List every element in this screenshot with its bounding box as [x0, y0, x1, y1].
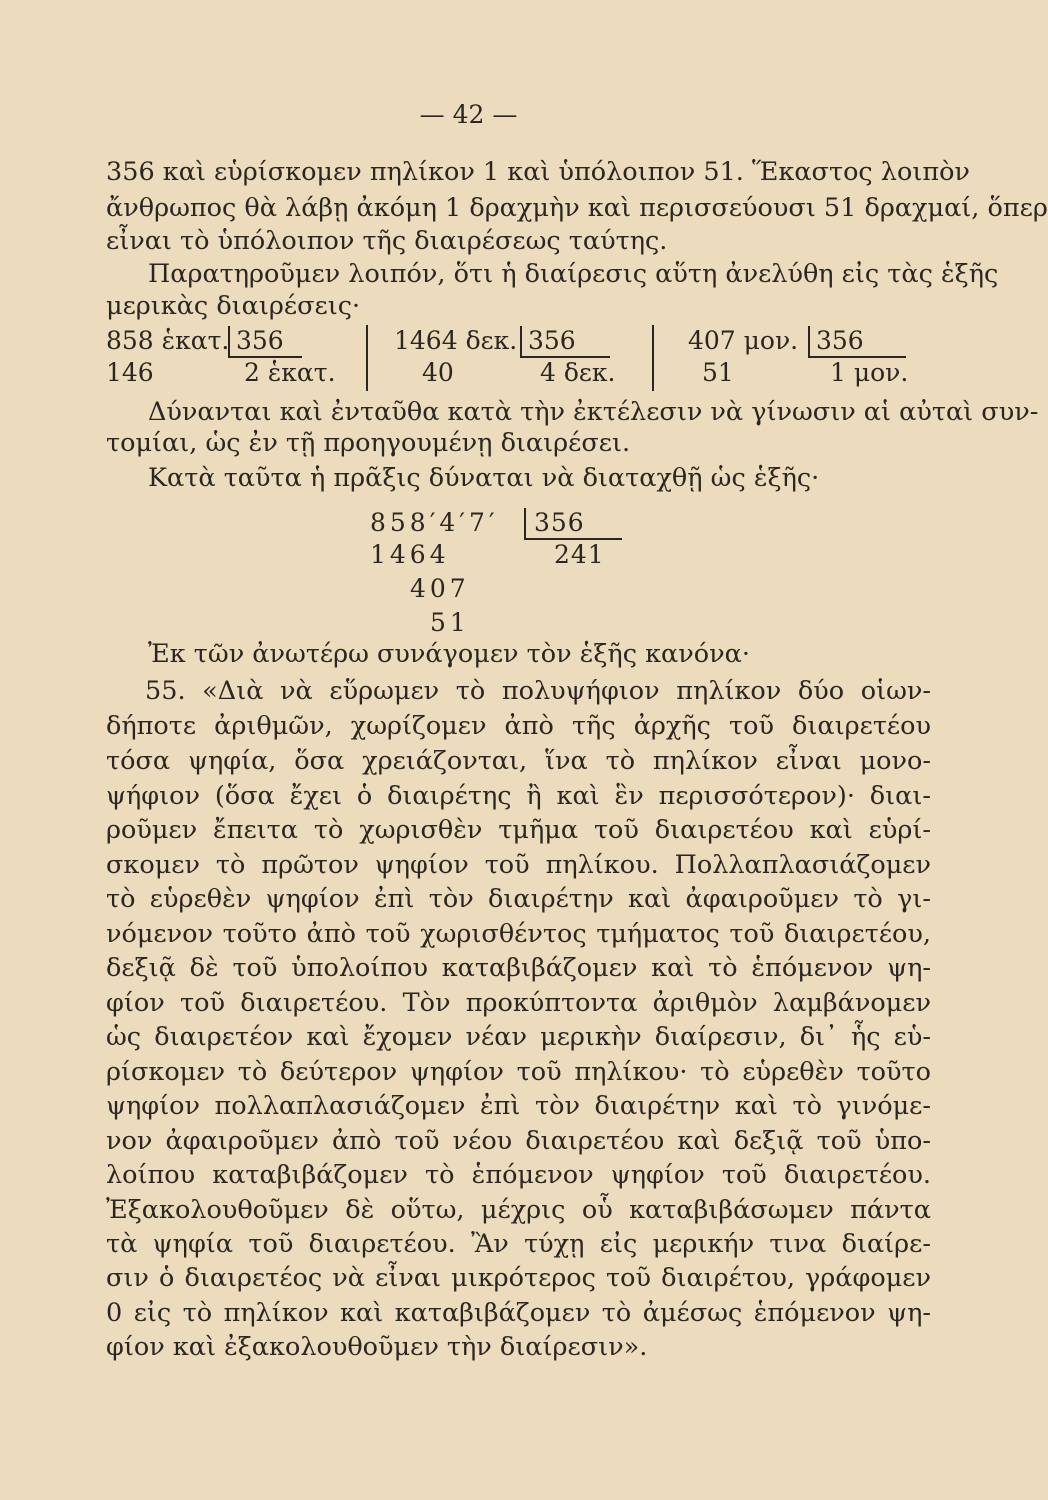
rule-line: ρίσκομεν τὸ δεύτερον ψηφίον τοῦ πηλίκου· τὸ εὑρεθὲν τοῦτο: [106, 1057, 931, 1087]
rule-line: σιν ὁ διαιρετέος νὰ εἶναι μικρότερος τοῦ διαιρέτου, γράφομεν: [106, 1263, 931, 1293]
paragraph-line: Ἐκ τῶν ἀνωτέρω συνάγομεν τὸν ἑξῆς κανόνα·: [148, 639, 750, 669]
rule-line: 0 εἰς τὸ πηλίκον καὶ καταβιβάζομεν τὸ ἀμέσως ἑπόμενον ψη-: [106, 1298, 931, 1328]
rule-line: δήποτε ἀριθμῶν, χωρίζομεν ἀπὸ τῆς ἀρχῆς τοῦ διαιρετέου: [106, 711, 931, 741]
division-dividend: 407 μον.: [688, 326, 799, 355]
partial-division-hundreds: [106, 326, 356, 390]
rule-line: ὡς διαιρετέον καὶ ἔχομεν νέαν μερικὴν διαίρεσιν, δι᾿ ἧς εὑ-: [106, 1022, 931, 1052]
rule-line: Ἐξακολουθοῦμεν δὲ οὕτω, μέχρις οὗ καταβιβάσωμεν πάντα: [106, 1195, 931, 1225]
paragraph-line: Κατὰ ταῦτα ἡ πρᾶξις δύναται νὰ διαταχθῇ ὡς ἑξῆς·: [148, 463, 820, 493]
rule-line: νον ἀφαιροῦμεν ἀπὸ τοῦ νέου διαιρετέου καὶ δεξιᾷ τοῦ ὑπο-: [106, 1126, 931, 1156]
column-divider: [652, 325, 654, 391]
rule-line: ροῦμεν ἔπειτα τὸ χωρισθὲν τμῆμα τοῦ διαιρετέου καὶ εὑρί-: [106, 815, 931, 845]
division-remainder: 146: [106, 358, 154, 387]
division-dividend: 858′4′7′: [370, 508, 499, 537]
paragraph-line: ἄνθρωπος θὰ λάβῃ ἀκόμη 1 δραχμὴν καὶ περισσεύουσι 51 δραχμαί, ὅπερ: [106, 193, 1048, 223]
division-remainder: 40: [422, 358, 454, 387]
rule-line: τόσα ψηφία, ὅσα χρειάζονται, ἵνα τὸ πηλίκον εἶναι μονο-: [106, 746, 931, 776]
division-divisor: 356: [808, 326, 906, 358]
page-number: — 42 —: [419, 100, 518, 129]
rule-line: ψήφιον (ὅσα ἔχει ὁ διαιρέτης ἢ καὶ ἓν περισσότερον)· διαι-: [106, 781, 931, 811]
paragraph-line: τομίαι, ὡς ἐν τῇ προηγουμένῃ διαιρέσει.: [106, 428, 631, 458]
partial-division-tens: [394, 326, 644, 390]
paragraph-line: εἶναι τὸ ὑπόλοιπον τῆς διαιρέσεως ταύτης.: [106, 226, 668, 256]
rule-line: 55. «Διὰ νὰ εὕρωμεν τὸ πολυψήφιον πηλίκον δύο οἱων-: [145, 676, 931, 706]
rule-line: σκομεν τὸ πρῶτον ψηφίον τοῦ πηλίκου. Πολλαπλασιάζομεν: [106, 850, 931, 880]
paragraph-line: Δύνανται καὶ ἐνταῦθα κατὰ τὴν ἐκτέλεσιν νὰ γίνωσιν αἱ αὐταὶ συν-: [148, 397, 1039, 427]
column-divider: [366, 325, 368, 391]
paragraph-line: μερικὰς διαιρέσεις·: [106, 291, 361, 321]
division-divisor: 356: [520, 326, 610, 358]
paragraph-line: Παρατηροῦμεν λοιπόν, ὅτι ἡ διαίρεσις αὕτη ἀνελύθη εἰς τὰς ἑξῆς: [148, 259, 999, 289]
division-quotient: 1 μον.: [830, 358, 909, 387]
division-remainder: 51: [430, 608, 470, 637]
paragraph-line: 356 καὶ εὑρίσκομεν πηλίκον 1 καὶ ὑπόλοιπον 51. Ἕκαστος λοιπὸν: [106, 157, 970, 187]
division-step: 407: [410, 574, 470, 603]
division-dividend: 858 ἑκατ.: [106, 326, 230, 355]
division-divisor: 356: [228, 326, 302, 358]
rule-line: τὸ εὑρεθὲν ψηφίον ἐπὶ τὸν διαιρέτην καὶ ἀφαιροῦμεν τὸ γι-: [106, 884, 931, 914]
division-quotient: 2 ἑκατ.: [244, 358, 336, 387]
division-quotient: 241: [554, 540, 605, 569]
division-remainder: 51: [702, 358, 734, 387]
division-quotient: 4 δεκ.: [540, 358, 616, 387]
rule-line: φίον καὶ ἐξακολουθοῦμεν τὴν διαίρεσιν».: [106, 1332, 648, 1362]
rule-line: φίον τοῦ διαιρετέου. Τὸν προκύπτοντα ἀριθμὸν λαμβάνομεν: [106, 988, 931, 1018]
division-divisor: 356: [524, 508, 622, 540]
division-step: 1464: [370, 540, 450, 569]
rule-line: δεξιᾷ δὲ τοῦ ὑπολοίπου καταβιβάζομεν καὶ τὸ ἑπόμενον ψη-: [106, 953, 931, 983]
rule-line: νόμενον τοῦτο ἀπὸ τοῦ χωρισθέντος τμήματος τοῦ διαιρετέου,: [106, 919, 931, 949]
division-dividend: 1464 δεκ.: [394, 326, 518, 355]
rule-line: λοίπου καταβιβάζομεν τὸ ἑπόμενον ψηφίον τοῦ διαιρετέου.: [106, 1160, 931, 1190]
rule-line: ψηφίον πολλαπλασιάζομεν ἐπὶ τὸν διαιρέτην καὶ τὸ γινόμε-: [106, 1091, 931, 1121]
rule-line: τὰ ψηφία τοῦ διαιρετέου. Ἂν τύχῃ εἰς μερικήν τινα διαίρε-: [106, 1229, 931, 1259]
full-division: [370, 508, 650, 637]
partial-division-units: [688, 326, 928, 390]
